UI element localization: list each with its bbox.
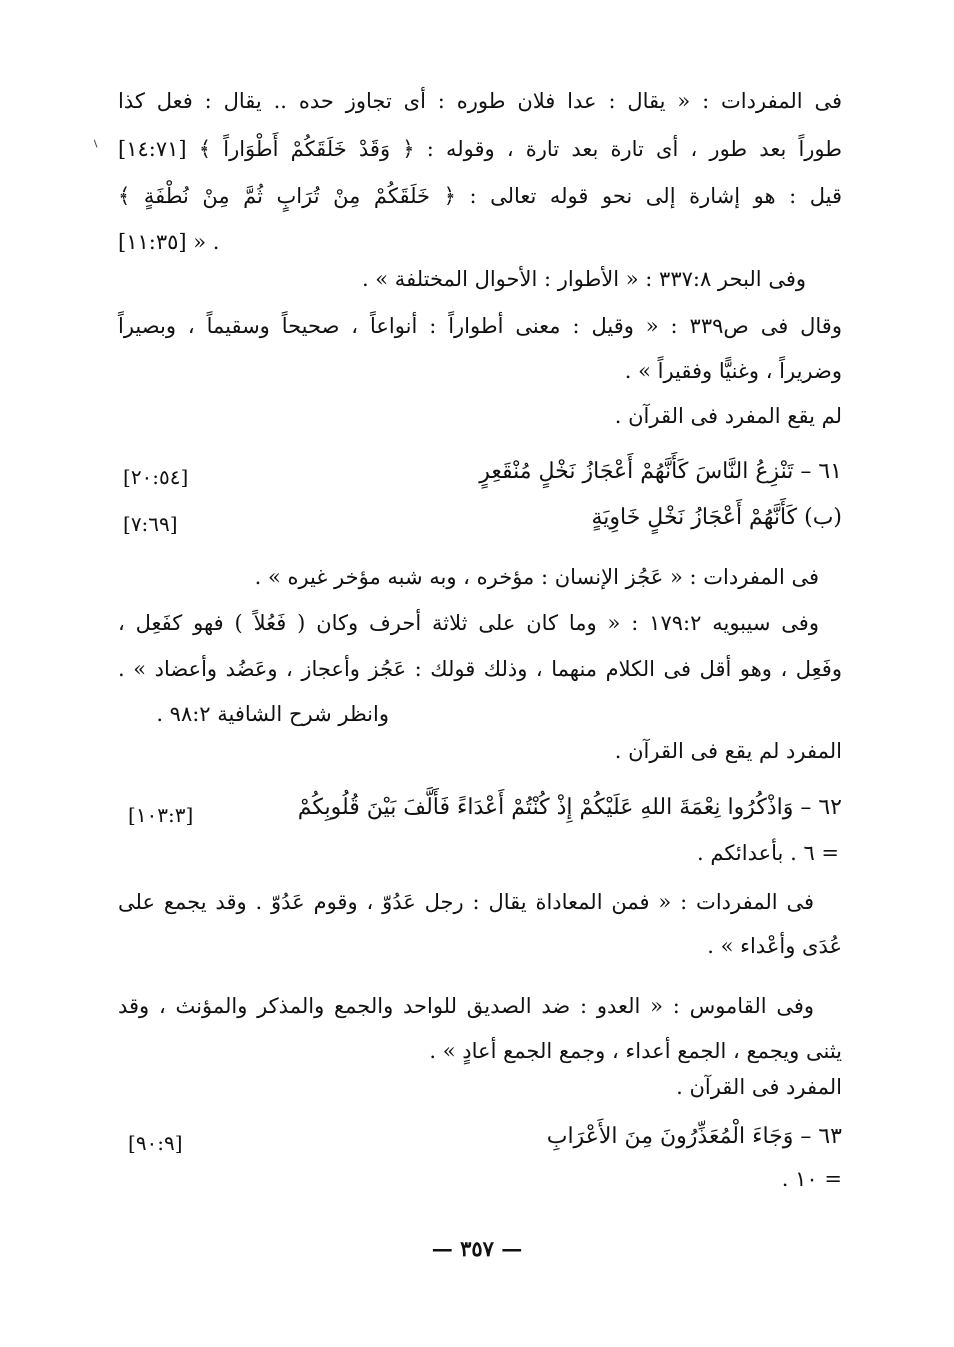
- text-line: فى المفردات : « فمن المعاداة يقال : رجل عَدُوّ ، وقوم عَدُوّ . وقد يجمع على: [118, 890, 814, 914]
- text-line: = ٦ . بأعدائكم .: [697, 841, 839, 865]
- entry-verse: ٦٣ – وَجَاءَ الْمُعَذِّرُونَ مِنَ الأَعْرَابِ: [546, 1124, 842, 1149]
- text-line: وفى سيبويه ١٧٩:٢ : « وما كان على ثلاثة أحرف وكان ( فَعُلاً ) فهو كفَعِل ،: [118, 611, 819, 635]
- verse-reference: [٩٠:٩]: [128, 1131, 183, 1155]
- entry-verse: (ب) كَأَنَّهُمْ أَعْجَازُ نَخْلٍ خَاوِيَةٍ: [591, 505, 842, 530]
- text-line: عُدَى وأعْداء » .: [707, 934, 842, 958]
- text-line: يثنى ويجمع ، الجمع أعداء ، وجمع الجمع أعادٍ » .: [429, 1039, 842, 1063]
- entry-verse: ٦١ – تَنْزِعُ النَّاسَ كَأَنَّهُمْ أَعْجَازُ نَخْلٍ مُنْقَعِرٍ: [479, 459, 842, 484]
- text-line: وفَعِل ، وهو أقل فى الكلام منهما ، وذلك قولك : عَجُز وأعجاز ، وعَضُد وأعضاد » .: [118, 657, 842, 681]
- text-line: وقال فى ص٣٣٩ : « وقيل : معنى أطواراً : أنواعاً ، صحيحاً وسقيماً ، وبصيراً: [118, 314, 842, 338]
- verse-reference: [٧:٦٩]: [123, 512, 178, 536]
- text-line: وضريراً ، وغنيًّا وفقيراً » .: [624, 359, 842, 383]
- text-line: المفرد لم يقع فى القرآن .: [614, 739, 842, 763]
- page-number: — ٣٥٧ —: [431, 1236, 523, 1261]
- entry-verse: ٦٢ – وَاذْكُرُوا نِعْمَةَ اللهِ عَلَيْكُمْ إِذْ كُنْتُمْ أَعْدَاءً فَأَلَّفَ بَيْنَ قُلُوبِكُمْ: [297, 795, 842, 820]
- text-line: طوراً بعد طور ، أى تارة بعد تارة ، وقوله : ﴿ وَقَدْ خَلَقَكُمْ أَطْوَاراً ﴾ [١٤:٧١]: [118, 137, 842, 161]
- text-line: فى المفردات : « يقال : عدا فلان طوره : أى تجاوز حده .. يقال : فعل كذا: [118, 89, 842, 113]
- text-line: لم يقع المفرد فى القرآن .: [614, 404, 842, 428]
- verse-reference: [١٠٣:٣]: [128, 803, 194, 827]
- text-line: . « [١١:٣٥]: [118, 230, 220, 254]
- text-line: وانظر شرح الشافية ٩٨:٢ .: [156, 702, 389, 726]
- verse-reference: [٢٠:٥٤]: [123, 465, 189, 489]
- text-line: قيل : هو إشارة إلى نحو قوله تعالى : ﴿ خَلَقَكُمْ مِنْ تُرَابٍ ثُمَّ مِنْ نُطْفَةٍ ﴾: [118, 184, 842, 208]
- text-line: وفى البحر ٣٣٧:٨ : « الأطوار : الأحوال المختلفة » .: [361, 267, 806, 291]
- text-line: فى المفردات : « عَجُز الإنسان : مؤخره ، وبه شبه مؤخر غيره » .: [254, 565, 819, 589]
- margin-mark: [94, 139, 100, 148]
- text-line: = ١٠ .: [781, 1167, 842, 1191]
- text-line: المفرد فى القرآن .: [676, 1075, 842, 1099]
- text-line: وفى القاموس : « العدو : ضد الصديق للواحد والجمع والمذكر والمؤنث ، وقد: [118, 994, 814, 1018]
